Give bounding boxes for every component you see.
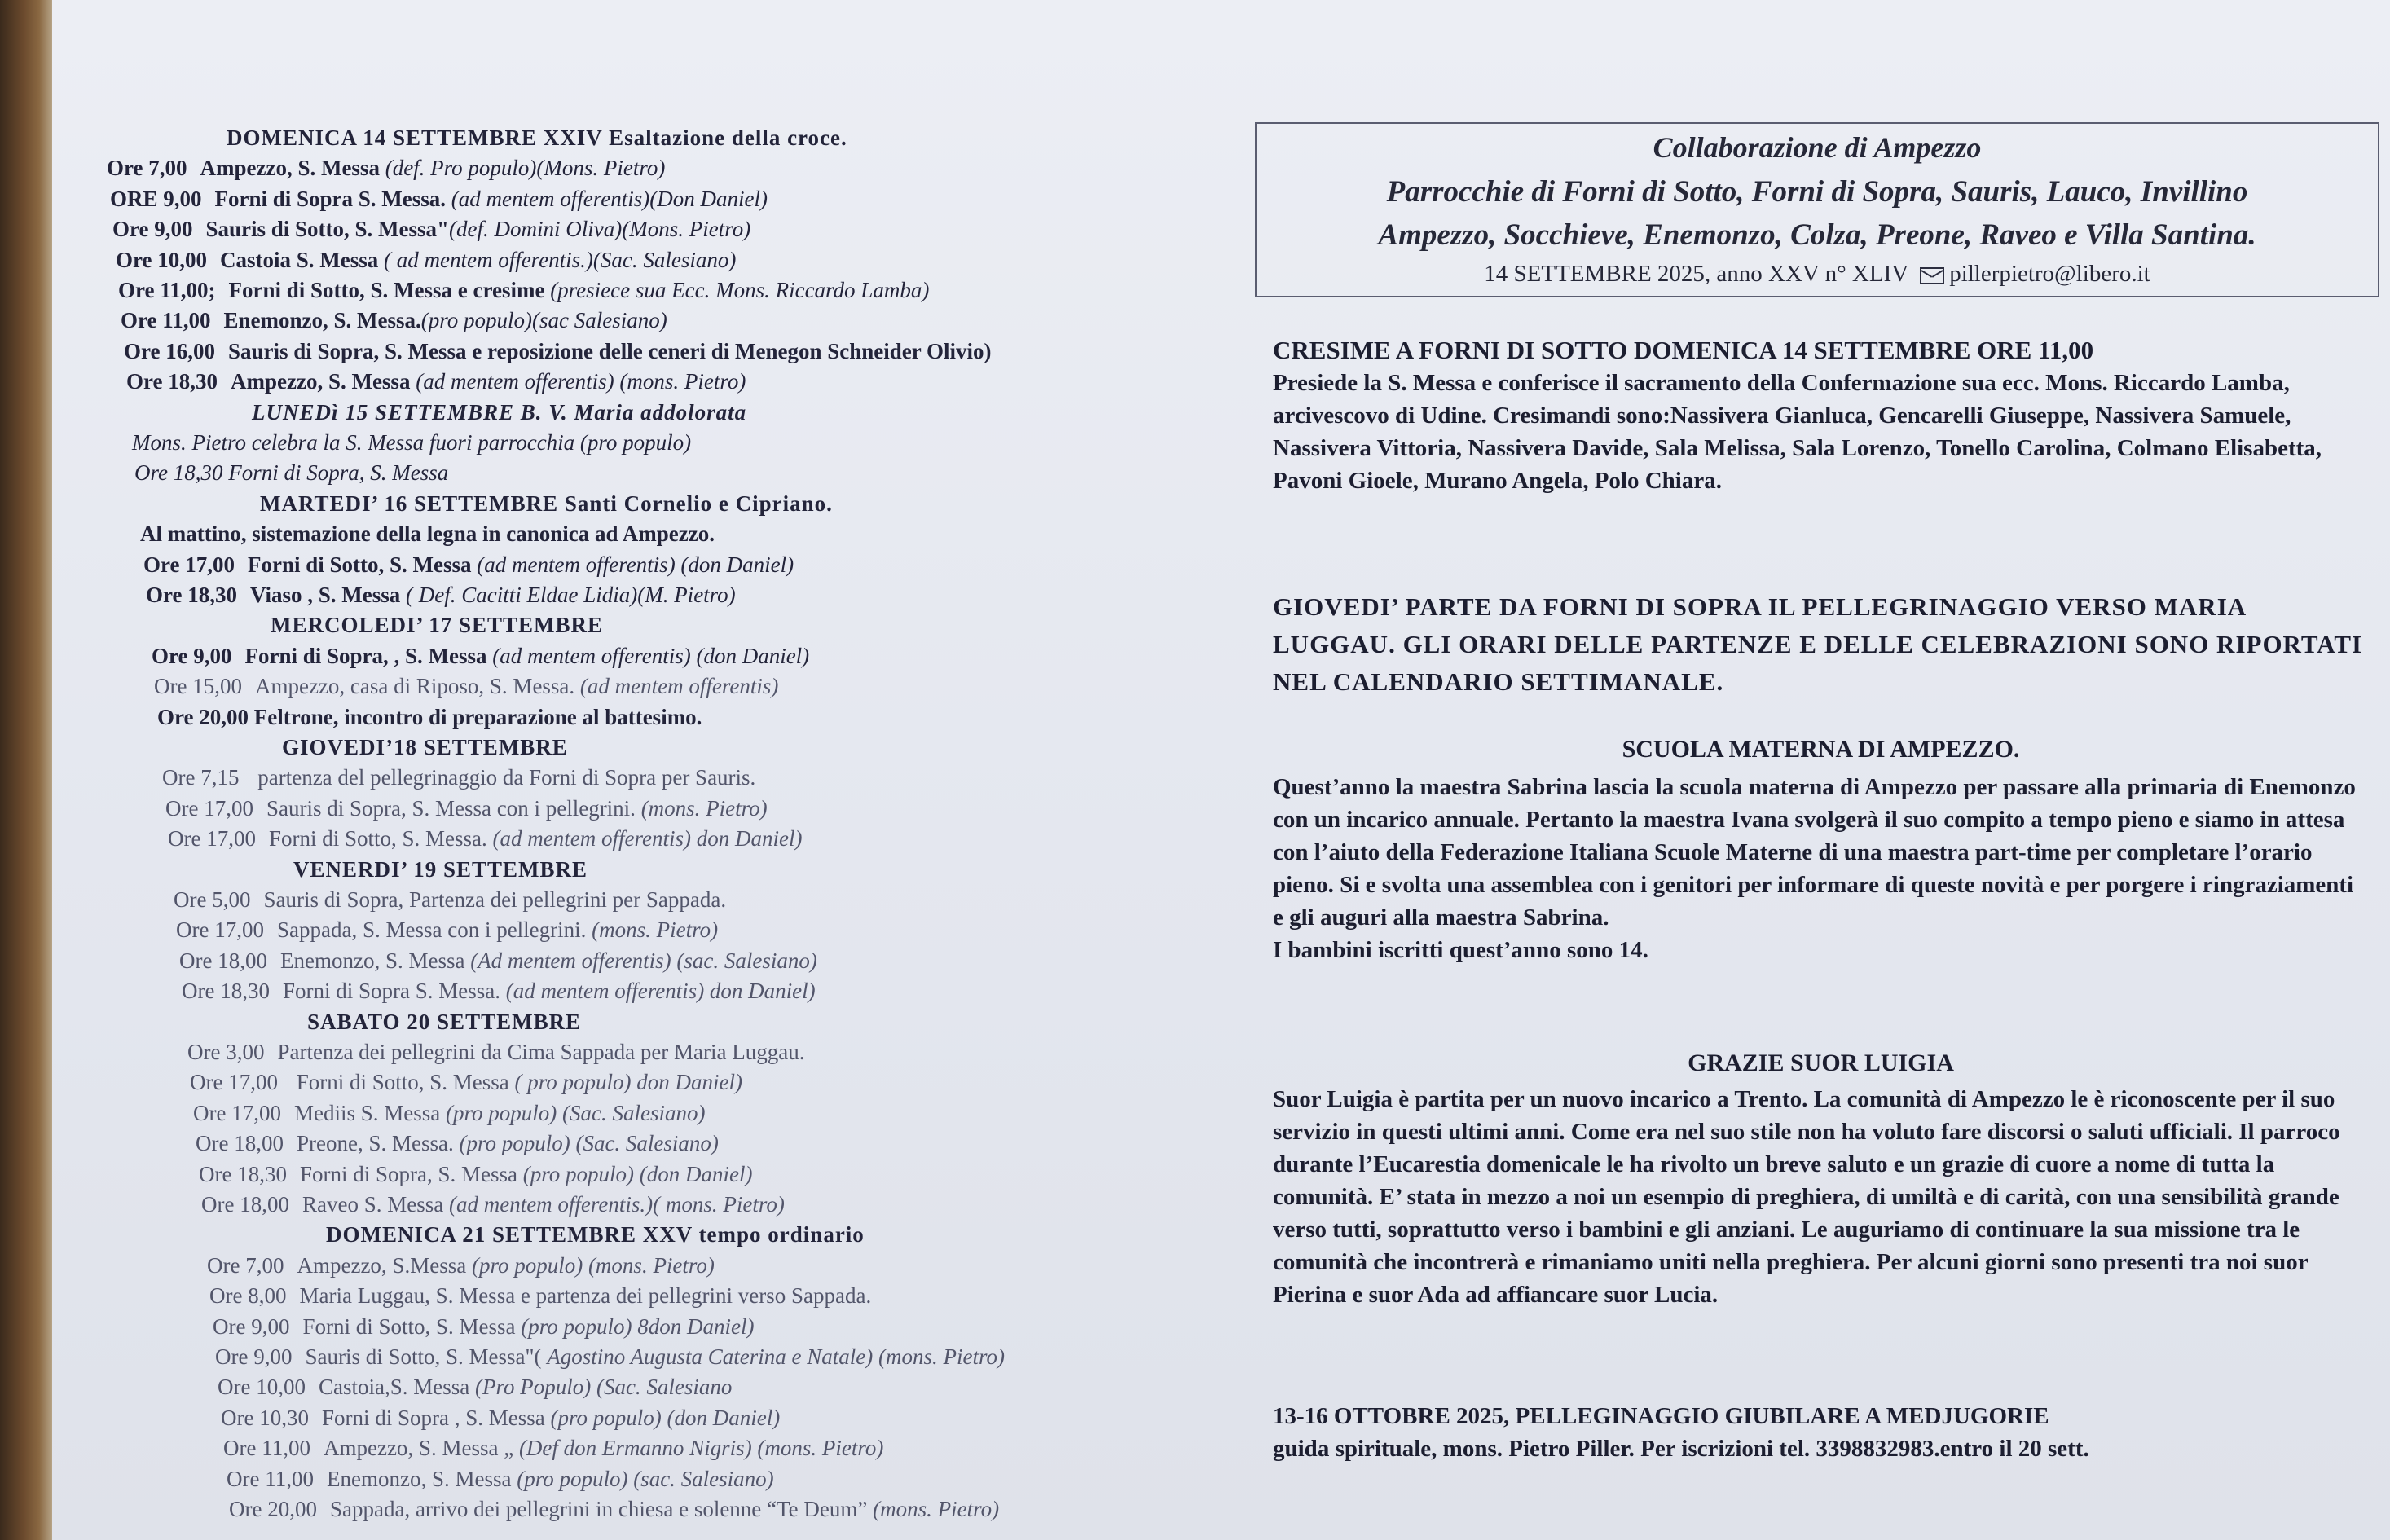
entry-text: Forni di Sopra S. Messa. (214, 187, 451, 211)
grazie-section (1273, 1047, 2369, 1311)
entry-time: Ore 11,00 (223, 1436, 310, 1460)
grazie-title: GRAZIE SUOR LUIGIA (1688, 1049, 1954, 1076)
entry-time: Ore 10,30 (221, 1406, 309, 1430)
entry-time: Ore 9,00 (215, 1344, 293, 1369)
masthead-parishes-2: Ampezzo, Socchieve, Enemonzo, Colza, Preone, Raveo e Villa Santina. (1378, 218, 2256, 252)
masthead-title: Collaborazione di Ampezzo (1653, 131, 1982, 164)
entry-text: Castoia,S. Messa (318, 1375, 475, 1399)
entry-time: Ore 18,30 (126, 369, 218, 394)
entry-time: Ore 11,00 (121, 308, 211, 332)
entry-note: ( pro populo) don Daniel) (514, 1070, 742, 1094)
entry-text: Forni di Sotto, S. Messa. (268, 826, 493, 851)
entry-text: Sappada, arrivo dei pellegrini in chiesa e solenne “Te Deum” (329, 1497, 874, 1521)
schedule-entry: Al mattino, sistemazione della legna in canonica ad Ampezzo. (140, 521, 715, 546)
schedule-entry (193, 1100, 705, 1127)
entry-note: (def. Domini Oliva)(Mons. Pietro) (449, 217, 751, 241)
entry-note: (mons. Pietro) (873, 1497, 1000, 1521)
entry-note: (pro populo) (don Daniel) (550, 1406, 781, 1430)
scuola-title: SCUOLA MATERNA DI AMPEZZO. (1622, 736, 2020, 763)
medjugorie-heading: 13-16 OTTOBRE 2025, PELLEGINAGGIO GIUBILARE A MEDJUGORIE (1273, 1403, 2049, 1429)
schedule-entry (118, 277, 929, 304)
schedule-day-heading: LUNEDì 15 SETTEMBRE B. V. Maria addolorata (252, 400, 747, 425)
medjugorie-section (1273, 1400, 2369, 1465)
entry-text: Sauris di Sopra, S. Messa con i pellegrini. (266, 796, 641, 821)
schedule-entry (215, 1344, 1005, 1371)
schedule-entry (154, 673, 778, 700)
entry-note: (pro populo) 8don Daniel) (521, 1314, 755, 1339)
entry-time: Ore 17,00 (165, 796, 253, 821)
entry-text: Forni di Sotto, S. Messa (302, 1314, 522, 1339)
entry-time: Ore 9,00 (152, 644, 232, 668)
entry-note: (pro populo) (Sac. Salesiano) (446, 1101, 706, 1125)
schedule-entry (229, 1496, 999, 1523)
cresime-heading: CRESIME A FORNI DI SOTTO DOMENICA 14 SETTEMBRE ORE 11,00 (1273, 336, 2094, 364)
entry-text: Ampezzo, S. Messa (200, 156, 385, 180)
entry-time: Ore 17,00 (190, 1070, 278, 1094)
schedule-entry (165, 795, 768, 822)
cresime-section (1273, 334, 2369, 497)
entry-text: Enemonzo, S. Messa. (223, 308, 421, 332)
schedule-entry (187, 1039, 805, 1066)
masthead (1255, 122, 2379, 297)
entry-text: Sauris di Sopra, Partenza dei pellegrini per Sappada. (263, 887, 727, 912)
entry-text: Enemonzo, S. Messa (326, 1467, 517, 1491)
schedule-entry (176, 917, 718, 944)
entry-text: Partenza dei pellegrini da Cima Sappada per Maria Luggau. (277, 1040, 805, 1064)
entry-note: (Ad mentem offerentis) (sac. Salesiano) (470, 948, 817, 973)
entry-time: Ore 17,00 (168, 826, 256, 851)
schedule-entry: Ore 18,30 Forni di Sopra, S. Messa (134, 460, 449, 485)
entry-time: Ore 17,00 (193, 1101, 281, 1125)
entry-note: (pro populo)(sac Salesiano) (420, 308, 667, 332)
entry-time: Ore 17,00 (143, 552, 235, 577)
entry-time: Ore 18,30 (182, 979, 270, 1003)
entry-text: Sauris di Sopra, S. Messa e reposizione delle ceneri di Menegon Schneider Olivio) (227, 339, 992, 363)
entry-text: Ampezzo, S. Messa (230, 369, 416, 394)
entry-time: Ore 17,00 (176, 917, 264, 942)
entry-text: Forni di Sopra , S. Messa (321, 1406, 551, 1430)
entry-time: Ore 9,00 (213, 1314, 290, 1339)
schedule-entry (190, 1069, 742, 1096)
schedule-entry (213, 1313, 755, 1340)
schedule-entry: Mons. Pietro celebra la S. Messa fuori parrocchia (pro populo) (132, 430, 692, 455)
schedule-entry (207, 1252, 715, 1279)
entry-text: Enemonzo, S. Messa (279, 948, 471, 973)
schedule-day-heading: VENERDI’ 19 SETTEMBRE (293, 857, 588, 882)
entry-text: Ampezzo, S.Messa (297, 1253, 472, 1278)
schedule-entry (209, 1283, 871, 1309)
scuola-iscritti: I bambini iscritti quest’anno sono 14. (1273, 937, 1648, 963)
entry-note: (pro populo) (Sac. Salesiano) (459, 1131, 719, 1155)
schedule-entry (152, 643, 809, 670)
scuola-section (1273, 733, 2369, 966)
entry-time: ORE 9,00 (110, 187, 202, 211)
schedule-entry (221, 1405, 780, 1432)
entry-text: Raveo S. Messa (302, 1192, 449, 1217)
schedule-entry (124, 338, 991, 365)
entry-text: Forni di Sotto, S. Messa (290, 1070, 515, 1094)
schedule-entry (146, 582, 736, 609)
schedule-entry (168, 825, 802, 852)
schedule-entry (143, 552, 794, 579)
schedule-entry: Ore 20,00 Feltrone, incontro di preparazione al battesimo. (157, 705, 702, 729)
entry-text: Forni di Sopra S. Messa. (282, 979, 506, 1003)
entry-note: ( Def. Cacitti Eldae Lidia)(M. Pietro) (406, 583, 736, 607)
schedule-entry (223, 1435, 883, 1462)
entry-note: (pro populo) (mons. Pietro) (471, 1253, 715, 1278)
cresime-body: Presiede la S. Messa e conferisce il sacramento della Confermazione sua ecc. Mons. Riccardo Lamba, arcivescovo di Udine. Cresimandi sono:Nassivera Gianluca, Gencarelli Giuseppe, Nassivera Samuele, Nassivera Vittoria, Nassivera Davide, Sala Melissa, Sala Lorenzo, Tonello Carolina, Colmano Elisabetta, Pavoni Gioele, Murano Angela, Polo Chiara. (1273, 370, 2322, 494)
mail-icon (1920, 267, 1944, 284)
entry-text: partenza del pellegrinaggio da Forni di Sopra per Sauris. (252, 765, 756, 790)
entry-time: Ore 15,00 (154, 674, 242, 698)
entry-time: Ore 11,00 (227, 1467, 314, 1491)
entry-time: Ore 3,00 (187, 1040, 265, 1064)
entry-note: (presiece sua Ecc. Mons. Riccardo Lamba) (550, 278, 930, 302)
entry-text: Sauris di Sotto, S. Messa"( (305, 1344, 548, 1369)
schedule-entry (110, 186, 768, 213)
entry-text: Sappada, S. Messa con i pellegrini. (276, 917, 592, 942)
masthead-parishes-1: Parrocchie di Forni di Sotto, Forni di Sopra, Sauris, Lauco, Invillino (1386, 175, 2248, 209)
pilgrimage-announcement (1273, 588, 2369, 701)
entry-text: Ampezzo, casa di Riposo, S. Messa. (254, 674, 580, 698)
entry-text: Ampezzo, S. Messa „ (323, 1436, 519, 1460)
entry-time: Ore 18,00 (179, 948, 267, 973)
entry-time: Ore 18,30 (199, 1162, 287, 1186)
entry-text: Forni di Sotto, S. Messa (247, 552, 478, 577)
entry-note: (ad mentem offerentis) (don Daniel) (477, 552, 794, 577)
entry-time: Ore 18,00 (196, 1131, 284, 1155)
schedule-entry (174, 887, 726, 913)
schedule-day-heading: SABATO 20 SETTEMBRE (307, 1010, 582, 1034)
entry-text: Forni di Sopra, S. Messa (299, 1162, 523, 1186)
entry-note: (ad mentem offerentis) don Daniel) (505, 979, 816, 1003)
entry-note: (def. Pro populo)(Mons. Pietro) (385, 156, 666, 180)
wooden-frame (0, 0, 52, 1540)
schedule-entry (116, 247, 736, 274)
entry-text: Mediis S. Messa (293, 1101, 446, 1125)
schedule-day-heading: GIOVEDI’18 SETTEMBRE (282, 735, 568, 759)
entry-note: (ad mentem offerentis.)( mons. Pietro) (448, 1192, 785, 1217)
entry-note: (ad mentem offerentis) (mons. Pietro) (416, 369, 746, 394)
entry-note: (Pro Populo) (Sac. Salesiano (474, 1375, 733, 1399)
entry-note: (ad mentem offerentis) (579, 674, 779, 698)
entry-time: Ore 18,00 (201, 1192, 289, 1217)
entry-time: Ore 10,00 (116, 248, 207, 272)
entry-time: Ore 11,00; (118, 278, 216, 302)
schedule-entry (162, 764, 755, 791)
entry-note: ( ad mentem offerentis.)(Sac. Salesiano) (383, 248, 737, 272)
schedule-entry (126, 368, 746, 395)
entry-time: Ore 9,00 (112, 217, 193, 241)
masthead-date-line (1257, 261, 2378, 288)
entry-time: Ore 7,00 (107, 156, 187, 180)
entry-note: Agostino Augusta Caterina e Natale) (mons. Pietro) (547, 1344, 1005, 1369)
schedule-entry (179, 948, 817, 975)
entry-time: Ore 10,00 (218, 1375, 306, 1399)
issue-date: 14 SETTEMBRE 2025, anno XXV n° XLIV (1484, 261, 1909, 287)
grazie-body: Suor Luigia è partita per un nuovo incarico a Trento. La comunità di Ampezzo le è riconoscente per il suo servizio in questi ultimi anni. Come era nel suo stile non ha voluto fare discorsi o saluti ufficiali. Il parroco durante l’Eucarestia domenicale le ha rivolto un breve saluto e un grazie di cuore a nome di tutta la comunità. E’ stata in mezzo a noi un esempio di preghiera, di umiltà e di carità, con una sensibilità grande verso tutti, soprattutto verso i bambini e gli anziani. Le auguriamo di continuare la sua missione tra le comunità che incontrerà e rimaniamo uniti nella preghiera. Per alcuni giorni sono presenti tra noi suor Pierina e suor Ada ad affiancare suor Lucia. (1273, 1086, 2340, 1308)
schedule-entry (196, 1130, 719, 1157)
schedule-entry (201, 1191, 785, 1218)
entry-text: Forni di Sopra, , S. Messa (244, 644, 493, 668)
pilgrimage-text: GIOVEDI’ PARTE DA FORNI DI SOPRA IL PELLEGRINAGGIO VERSO MARIA LUGGAU. GLI ORARI DELLE PARTENZE E DELLE CELEBRAZIONI SONO RIPORTATI NEL CALENDARIO SETTIMANALE. (1273, 592, 2363, 696)
entry-note: (ad mentem offerentis) (don Daniel) (492, 644, 810, 668)
entry-time: Ore 16,00 (124, 339, 215, 363)
medjugorie-body: guida spirituale, mons. Pietro Piller. Per iscrizioni tel. 3398832983.entro il 20 sett. (1273, 1436, 2089, 1462)
entry-time: Ore 5,00 (174, 887, 251, 912)
schedule-entry (199, 1161, 752, 1188)
scuola-body: Quest’anno la maestra Sabrina lascia la scuola materna di Ampezzo per passare alla primaria di Enemonzo con un incarico annuale. Pertanto la maestra Ivana svolgerà il suo compito a tempo pieno e siamo in attesa con l’aiuto della Federazione Italiana Scuole Materne di una maestra part-time per completare l’orario pieno. Si e svolta una assemblea con i genitori per informare di queste novità e per porgere i ringraziamenti e gli auguri alla maestra Sabrina. (1273, 774, 2356, 931)
entry-text: Preone, S. Messa. (296, 1131, 460, 1155)
entry-note: (pro populo) (don Daniel) (522, 1162, 753, 1186)
entry-note: (ad mentem offerentis)(Don Daniel) (451, 187, 768, 211)
entry-time: Ore 18,30 (146, 583, 237, 607)
schedule-day-heading: DOMENICA 21 SETTEMBRE XXV tempo ordinario (326, 1222, 865, 1247)
entry-note: (pro populo) (sac. Salesiano) (517, 1467, 774, 1491)
schedule-entry (227, 1466, 774, 1493)
schedule-entry (107, 155, 665, 182)
schedule-entry (112, 216, 750, 243)
entry-text: Maria Luggau, S. Messa e partenza dei pellegrini verso Sappada. (299, 1283, 872, 1308)
schedule-day-heading: MARTEDI’ 16 SETTEMBRE Santi Cornelio e Cipriano. (260, 491, 833, 516)
entry-text: Castoia S. Messa (219, 248, 384, 272)
schedule-entry (121, 307, 667, 334)
contact-email[interactable]: pillerpietro@libero.it (1949, 261, 2150, 287)
entry-time: Ore 20,00 (229, 1497, 317, 1521)
entry-time: Ore 8,00 (209, 1283, 287, 1308)
schedule-entry (218, 1374, 732, 1401)
entry-note: (Def don Ermanno Nigris) (mons. Pietro) (518, 1436, 884, 1460)
entry-text: Forni di Sotto, S. Messa e cresime (228, 278, 551, 302)
entry-text: Sauris di Sotto, S. Messa" (205, 217, 450, 241)
entry-note: (mons. Pietro) (640, 796, 768, 821)
entry-text: Viaso , S. Messa (249, 583, 406, 607)
schedule-day-heading: MERCOLEDI’ 17 SETTEMBRE (271, 613, 604, 637)
schedule-entry (182, 978, 816, 1005)
entry-time: Ore 7,00 (207, 1253, 284, 1278)
entry-time: Ore 7,15 (162, 765, 240, 790)
schedule-day-heading: DOMENICA 14 SETTEMBRE XXIV Esaltazione della croce. (227, 125, 847, 150)
entry-note: (mons. Pietro) (592, 917, 719, 942)
entry-note: (ad mentem offerentis) don Daniel) (492, 826, 803, 851)
